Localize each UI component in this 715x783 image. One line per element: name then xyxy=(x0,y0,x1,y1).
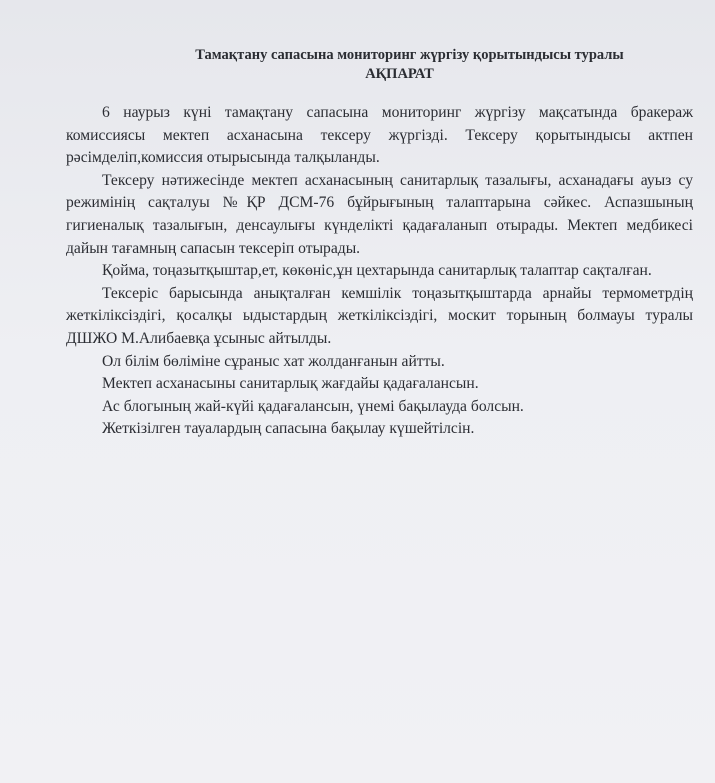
paragraph-request-letter: Ол білім бөліміне сұраныс хат жолданғанын айтты. xyxy=(102,352,445,370)
paragraph-inspection-results: Тексеру нәтижесінде мектеп асханасының санитарлық тазалығы, асханадағы ауыз су режимінің сақталуы №ҚР ДСМ-76 бұйрығының талаптарына сәйкес. Аспазшының гигиеналық тазалығын, денсаулығы күнделікті қадағаланып отырады. Мектеп медбикесі дайын тағамның сапасын тексеріп отырады. xyxy=(66,171,693,257)
paragraph-recommendation-sanitary: Мектеп асханасыны санитарлық жағдайы қадағалансын. xyxy=(102,375,479,393)
document-title: Тамақтану сапасына мониторинг жүргізу қорытындысы туралы xyxy=(195,47,624,63)
paragraph-recommendation-kitchen: Ас блогының жай-күйі қадағалансын, үнемі бақылауда болсын. xyxy=(102,397,524,415)
document-subtitle: АҚПАРАТ xyxy=(365,66,434,82)
paragraph-inspection-intro: 6 наурыз күні тамақтану сапасына мониторинг жүргізу мақсатында бракераж комиссиясы мектеп асханасына тексеру жүргізді. Тексеру қорытындысы актпен рәсімделіп,комиссия отырысында талқыланды. xyxy=(66,104,693,167)
paragraph-recommendation-goods: Жеткізілген тауалардың сапасына бақылау күшейтілсін. xyxy=(102,420,475,438)
paragraph-storage: Қойма, тоңазытқыштар,ет, көкөніс,ұн цехтарында санитарлық талаптар сақталған. xyxy=(102,262,652,280)
paragraph-deficiencies: Тексеріс барысында анықталған кемшілік тоңазытқыштарда арнайы термометрдің жеткіліксіздігі, қосалқы ыдыстардың жеткіліксіздігі, москит торының болмауы туралы ДШЖО М.Алибаевқа ұсыныс айтылды. xyxy=(66,284,693,347)
